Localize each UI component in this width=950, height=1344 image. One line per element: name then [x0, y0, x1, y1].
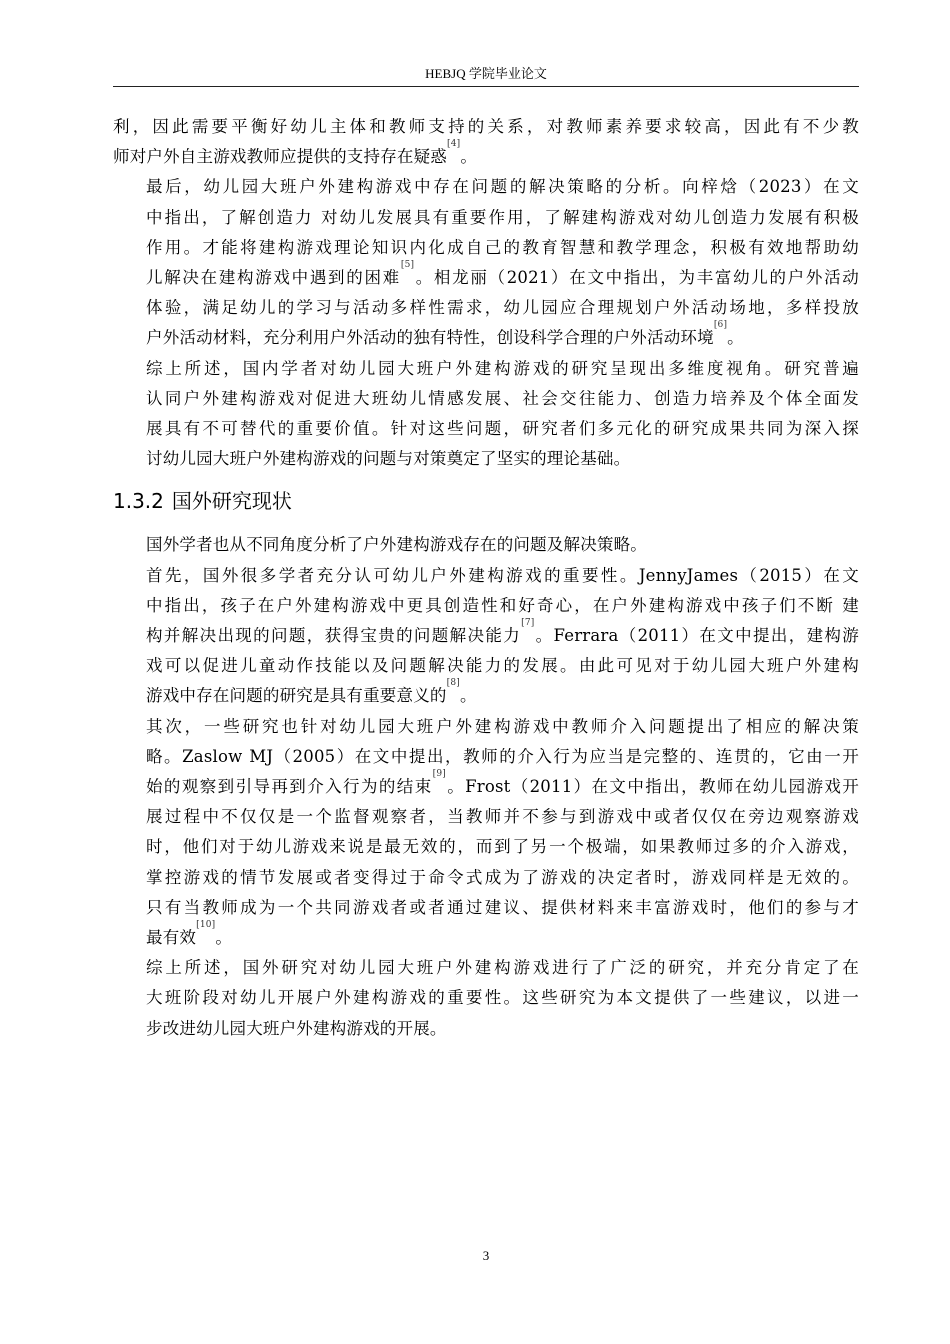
- citation-ref: [5]: [400, 260, 415, 271]
- text-line: [113, 920, 859, 953]
- text-line: [113, 233, 859, 263]
- line-text: 最有效: [146, 928, 197, 948]
- line-tail-text: 。Frost（2011）在文中指出，教师在幼儿园游戏开: [445, 777, 860, 797]
- text-line: [113, 530, 859, 560]
- text-line: [113, 384, 859, 414]
- text-line: [113, 320, 859, 353]
- page-number: 3: [482, 1248, 490, 1263]
- line-text: 展过程中不仅仅是一个监督观察者，当教师并不参与到游戏中或者仅仅在旁边观察游戏: [146, 807, 859, 827]
- paragraph: [113, 712, 859, 954]
- line-text: 只有当教师成为一个共同游戏者或者通过建议、提供材料来丰富游戏时，他们的参与才: [146, 897, 859, 917]
- text-line: [113, 354, 859, 384]
- paragraphs-after-section: [113, 530, 859, 1043]
- text-line: [113, 832, 859, 862]
- line-text: 户外活动材料，充分利用户外活动的独有特性，创设科学合理的户外活动环境: [146, 328, 714, 348]
- paragraph: [113, 953, 859, 1044]
- line-text: 戏可以促进儿童动作技能以及问题解决能力的发展。由此可见对于幼儿园大班户外建构: [146, 656, 859, 676]
- line-text: 儿解决在建构游戏中遇到的困难: [146, 268, 401, 288]
- citation-ref: [9]: [432, 769, 446, 780]
- citation-ref: [10]: [196, 920, 216, 931]
- line-text: 师对户外自主游戏教师应提供的支持存在疑惑: [113, 147, 447, 167]
- paragraph: [113, 354, 859, 475]
- text-line: [113, 769, 860, 802]
- text-line: [113, 802, 859, 832]
- text-line: [113, 983, 859, 1013]
- line-text: 时，他们对于幼儿游戏来说是最无效的，而到了另一个极端，如果教师过多的介入游戏，: [146, 837, 859, 857]
- text-line: [113, 863, 859, 893]
- line-text: 利，因此需要平衡好幼儿主体和教师支持的关系，对教师素养要求较高，因此有不少教: [113, 117, 859, 136]
- header-rule: [113, 86, 859, 87]
- line-text: 最后，幼儿园大班户外建构游戏中存在问题的解决策略的分析。向梓焓（2023）在文: [146, 177, 859, 197]
- text-line: [113, 172, 859, 202]
- line-tail-text: 。: [215, 928, 233, 948]
- line-text: 体验，满足幼儿的学习与活动多样性需求，幼儿园应合理规划户外活动场地，多样投放: [146, 298, 859, 318]
- text-line: [113, 678, 859, 711]
- section-number: 1.3.2: [113, 489, 164, 514]
- citation-ref: [7]: [521, 618, 535, 629]
- paragraph: [113, 561, 859, 712]
- text-line: [113, 260, 859, 293]
- line-tail-text: 。相龙丽（2021）在文中指出，为丰富幼儿的户外活动: [414, 268, 859, 288]
- line-text: 认同户外建构游戏对促进大班幼儿情感发展、社会交往能力、创造力培养及个体全面发: [146, 388, 859, 408]
- line-text: 展具有不可替代的重要价值。针对这些问题，研究者们多元化的研究成果共同为深入探: [146, 419, 859, 439]
- line-text: 讨幼儿园大班户外建构游戏的问题与对策奠定了坚实的理论基础。: [146, 449, 631, 469]
- body-text: [113, 112, 859, 1044]
- line-text: 大班阶段对幼儿开展户外建构游戏的重要性。这些研究为本文提供了一些建议，以进一: [146, 988, 859, 1008]
- line-text: 略。Zaslow MJ（2005）在文中提出，教师的介入行为应当是完整的、连贯的，它由一开: [146, 746, 859, 766]
- line-text: 掌控游戏的情节发展或者变得过于命令式成为了游戏的决定者时，游戏同样是无效的。: [146, 867, 859, 887]
- line-text: 中指出，了解创造力 对幼儿发展具有重要作用，了解建构游戏对幼儿创造力发展有积极: [146, 207, 859, 227]
- paragraph: [113, 112, 859, 172]
- line-text: 国外学者也从不同角度分析了户外建构游戏存在的问题及解决策略。: [146, 535, 647, 555]
- text-line: [113, 112, 859, 142]
- text-line: [113, 953, 859, 983]
- line-text: 构并解决出现的问题，获得宝贵的问题解决能力: [146, 626, 522, 646]
- paragraph: [113, 172, 859, 353]
- section-heading: [113, 486, 859, 516]
- text-line: [113, 651, 859, 681]
- line-text: 游戏中存在问题的研究是具有重要意义的: [146, 686, 447, 706]
- citation-ref: [8]: [446, 678, 460, 689]
- citation-ref: [6]: [713, 320, 728, 331]
- citation-ref: [4]: [447, 139, 461, 150]
- line-tail-text: 。: [459, 686, 477, 706]
- text-line: [113, 293, 859, 323]
- paragraph: [113, 530, 859, 560]
- line-text: 首先，国外很多学者充分认可幼儿户外建构游戏的重要性。JennyJames（2015）在文: [146, 565, 859, 585]
- line-text: 中指出，孩子在户外建构游戏中更具创造性和好奇心，在户外建构游戏中孩子们不断 建: [146, 595, 859, 615]
- line-tail-text: 。: [460, 147, 478, 167]
- line-text: 综上所述，国外研究对幼儿园大班户外建构游戏进行了广泛的研究，并充分肯定了在: [146, 958, 859, 978]
- text-line: [113, 712, 859, 742]
- line-text: 其次，一些研究也针对幼儿园大班户外建构游戏中教师介入问题提出了相应的解决策: [146, 716, 859, 736]
- running-header: HEBJQ 学院毕业论文: [425, 66, 547, 81]
- line-tail-text: 。: [727, 328, 744, 348]
- text-line: [113, 1014, 859, 1044]
- section-title: 国外研究现状: [171, 489, 292, 514]
- line-text: 步改进幼儿园大班户外建构游戏的开展。: [146, 1018, 447, 1038]
- text-line: [113, 203, 859, 233]
- text-line: [113, 444, 859, 474]
- text-line: [113, 893, 859, 923]
- line-text: 始的观察到引导再到介入行为的结束: [146, 777, 433, 797]
- line-text: 综上所述，国内学者对幼儿园大班户外建构游戏的研究呈现出多维度视角。研究普遍: [146, 358, 859, 378]
- paragraphs-before-section: [113, 112, 859, 474]
- line-tail-text: 。Ferrara（2011）在文中提出，建构游: [534, 626, 859, 646]
- text-line: [113, 742, 859, 772]
- text-line: [113, 618, 859, 651]
- text-line: [113, 561, 859, 591]
- line-text: 作用。才能将建构游戏理论知识内化成自己的教育智慧和教学理念，积极有效地帮助幼: [146, 237, 859, 257]
- text-line: [113, 139, 859, 172]
- text-line: [113, 414, 859, 444]
- text-line: [113, 591, 859, 621]
